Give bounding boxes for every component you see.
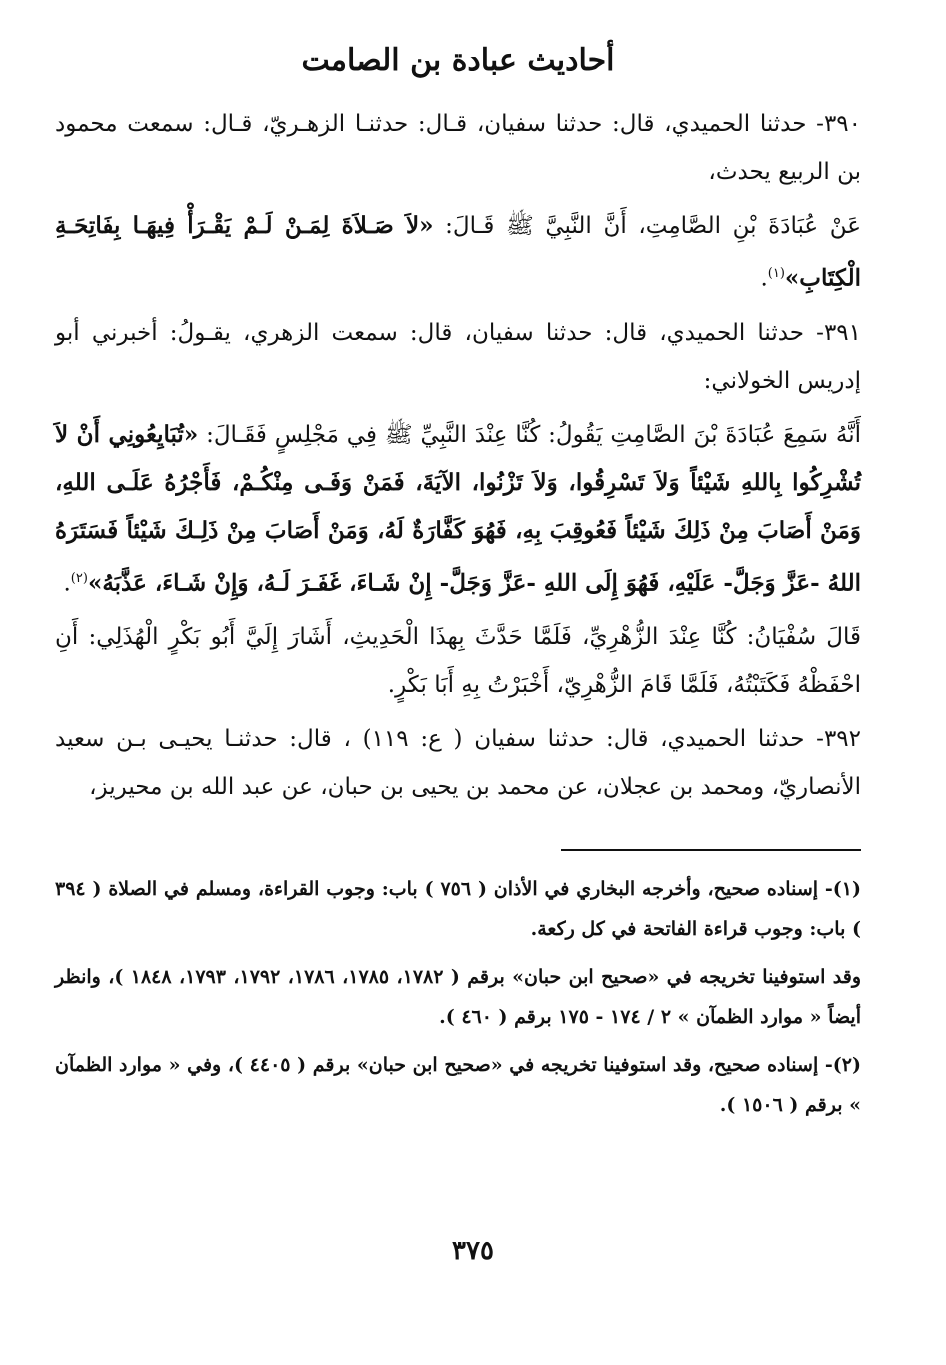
footnote-divider	[561, 849, 861, 851]
footnote-ref-2: (٢)	[70, 570, 88, 586]
hadith-390-matn-quote: «لاَ صَـلاَةَ لِمَـنْ لَـمْ يَقْـرَأْ فِيهَـا بِفَاتِحَـةِ الْكِتَابِ»	[55, 212, 861, 292]
hadith-390-tail: .	[760, 265, 768, 292]
hadith-390-matn	[55, 202, 861, 303]
hadith-391-note: قَالَ سُفْيَانُ: كُنَّا عِنْدَ الزُّهْرِيِّ، فَلَمَّا حَدَّثَ بِهذَا الْحَدِيثِ، أَشَارَ إِلَيَّ أَبُو بَكْرٍ الْهُذَلِي: أَنِ احْفَظْهُ فَكَتَبْتُهُ، فَلَمَّا قَامَ الزُّهْرِيّ، أَخْبَرْتُ بِهِ أَبَا بَكْرٍ.	[55, 624, 861, 699]
footnote-1-continuation: وقد استوفينا تخريجه في «صحيح ابن حبان» برقم ( ١٧٨٢، ١٧٨٥، ١٧٨٦، ١٧٩٢، ١٧٩٣، ١٨٤٨ )، وانظر أيضاً « موارد الظمآن » ٢ / ١٧٤ - ١٧٥ برقم ( ٤٦٠ ).	[55, 966, 862, 1029]
footnote-1: (١)- إسناده صحيح، وأخرجه البخاري في الأذان ( ٧٥٦ ) باب: وجوب القراءة، ومسلم في الصلاة ( ٣٩٤ ) باب: وجوب قراءة الفاتحة في كل ركعة.	[55, 878, 861, 941]
page-number: ٣٧٥	[452, 1236, 494, 1266]
hadith-392-isnad: ٣٩٢- حدثنا الحميدي، قال: حدثنا سفيان ( ع: ١١٩) ، قال: حدثنـا يحيـى بـن سعيد الأنصاريّ، ومحمد بن عجلان، عن محمد بن يحيى بن حبان، عن عبد الله بن محيريز،	[55, 726, 861, 801]
footnotes	[55, 869, 861, 1125]
footnote-ref-1: (١)	[767, 266, 785, 281]
hadith-391-matn-quote: «تُبَايِعُونِي أَنْ لاَ تُشْرِكُوا بِاللهِ شَيْئاً وَلاَ تَسْرِقُوا، وَلاَ تَزْنُوا، الآيَةَ، فَمَنْ وَفَـى مِنْكُـمْ، فَأَجْرُهُ عَلَـى اللهِ، وَمَنْ أَصَابَ مِنْ ذَلِكَ شَيْئاً فَعُوقِبَ بِهِ، فَهُوَ كَفَّارَةٌ لَهُ، وَمَنْ أَصَابَ مِنْ ذَلِـكَ شَيْئاً فَسَتَرَهُ اللهُ -عَزَّ وَجَلَّ- عَلَيْهِ، فَهُوَ إِلَى اللهِ -عَزَّ وَجَلَّ- إِنْ شَـاءَ، غَفَـرَ لَـهُ، وَإِنْ شَـاءَ، عَذَّبَهُ»	[55, 420, 861, 597]
hadith-391-matn	[55, 411, 861, 608]
hadith-390-isnad: ٣٩٠- حدثنا الحميدي، قال: حدثنا سفيان، قـال: حدثنـا الزهـريّ، قـال: سمعت محمود بن الربيع يحدث،	[55, 111, 861, 185]
hadith-391-tail: .	[63, 570, 71, 597]
hadith-391-matn-lead: أَنَّهُ سَمِعَ عُبَادَةَ بْنَ الصَّامِتِ يَقُولُ: كُنَّا عِنْدَ النَّبِيِّ ﷺ فِي مَجْلِسٍ فَقَـالَ:	[198, 421, 861, 448]
hadith-390-matn-lead: عَنْ عُبَادَةَ بْنِ الصَّامِتِ، أَنَّ النَّبِيَّ ﷺ قَـالَ:	[433, 213, 861, 239]
hadith-391-isnad: ٣٩١- حدثنا الحميدي، قال: حدثنا سفيان، قال: سمعت الزهري، يقـولُ: أخبرني أبو إدريس الخولاني:	[55, 319, 861, 394]
page-title: أحاديث عبادة بن الصامت	[301, 43, 615, 78]
footnote-2: (٢)- إسناده صحيح، وقد استوفينا تخريجه في «صحيح ابن حبان» برقم ( ٤٤٠٥ )، وفي « موارد الظمآن » برقم ( ١٥٠٦ ).	[55, 1054, 861, 1117]
